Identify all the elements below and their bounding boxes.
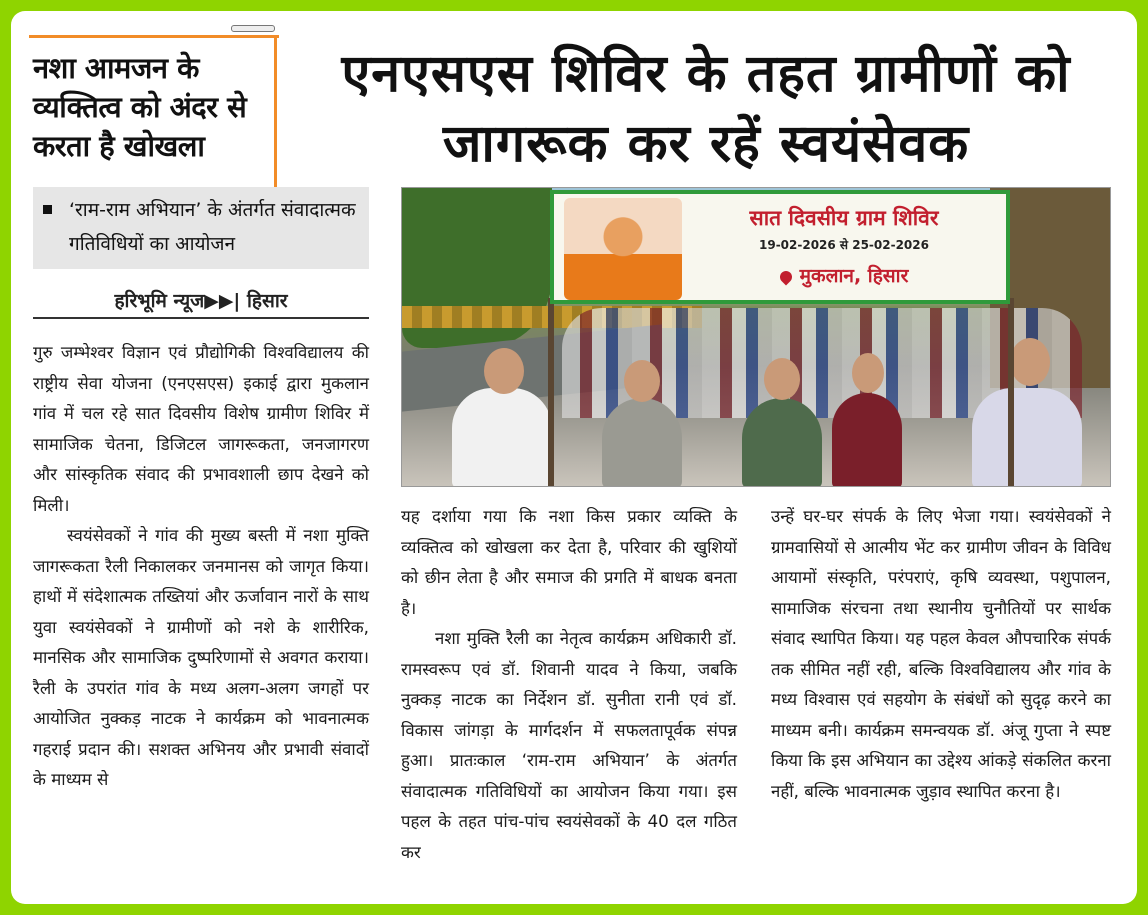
marcher-head	[624, 360, 660, 402]
paragraph: उन्हें घर-घर संपर्क के लिए भेजा गया। स्वयंसेवकों ने ग्रामवासियों से आत्मीय भेंट कर ग्रामीण जीवन के विविध आयामों संस्कृति, परंपराएं, कृषि व्यवस्था, पशुपालन, सामाजिक संरचना तथा स्थानीय चुनौतियों पर सार्थक संवाद स्थापित किया। यह पहल केवल औपचारिक संपर्क तक सीमित नहीं रही, बल्कि विश्वविद्यालय और गांव के मध्य विश्वास एवं सहयोग के संबंधों को सुदृढ़ करने का माध्यम बनी। कार्यक्रम समन्वयक डॉ. अंजू गुप्ता ने स्पष्ट किया कि इस अभियान का उद्देश्य आंकड़े संकलित करना नहीं, बल्कि भावनात्मक जुड़ाव स्थापित करना है।	[771, 506, 1111, 801]
side-headline: नशा आमजन के व्यक्तित्व को अंदर से करता है खोखला	[33, 51, 247, 163]
subheading: ‘राम-राम अभियान’ के अंतर्गत संवादात्मक गतिविधियों का आयोजन	[69, 199, 356, 255]
marcher	[972, 388, 1082, 487]
paragraph: गुरु जम्भेश्वर विज्ञान एवं प्रौद्योगिकी विश्वविद्यालय की राष्ट्रीय सेवा योजना (एनएसएस) इकाई द्वारा मुकलान गांव में चल रहे सात दिवसीय विशेष ग्रामीण शिविर में सामाजिक चेतना, डिजिटल जागरूकता, जनजागरण और सांस्कृतिक संवाद की प्रभावशाली छाप देखने को मिली।	[33, 342, 369, 515]
rally-photo	[401, 187, 1111, 487]
marcher-head	[484, 348, 524, 394]
banner-pole	[1008, 298, 1014, 487]
paragraph: स्वयंसेवकों ने गांव की मुख्य बस्ती में नशा मुक्ति जागरूकता रैली निकालकर जनमानस को जागृत किया। हाथों में संदेशात्मक तख्तियां और ऊर्जावान नारों के साथ युवा स्वयंसेवकों ने ग्रामीणों को नशे के शारीरिक, मानसिक और सामाजिक दुष्परिणामों से अवगत कराया। रैली के उपरांत गांव के मध्य अलग-अलग जगहों पर आयोजित नुक्कड़ नाटक ने कार्यक्रम को भावनात्मक गहराई प्रदान की। सशक्त अभिनय और प्रभावी संवादों के माध्यम से	[33, 525, 369, 789]
marcher-head	[1010, 338, 1050, 386]
banner-location-text: मुकलान, हिसार	[799, 265, 909, 287]
side-headline-rule	[29, 35, 279, 38]
marcher	[742, 398, 822, 487]
portrait-image	[564, 198, 682, 300]
marcher	[832, 393, 902, 487]
byline-rule	[33, 317, 369, 319]
marcher-head	[764, 358, 800, 400]
article-column-1	[33, 337, 369, 795]
main-headline: एनएसएस शिविर के तहत ग्रामीणों को जागरूक कर रहें स्वयंसेवक	[341, 44, 1071, 174]
banner-location	[684, 262, 1004, 288]
location-pin-icon	[777, 268, 794, 285]
byline: हरिभूमि न्यूज▶▶| हिसार	[114, 290, 288, 312]
banner-dates: 19-02-2026 से 25-02-2026	[759, 238, 929, 252]
marcher-head	[852, 353, 884, 393]
article-column-3	[771, 501, 1111, 806]
banner-pole	[548, 298, 554, 487]
decorative-rule	[231, 25, 275, 32]
newspaper-clipping	[11, 11, 1137, 904]
marcher	[602, 398, 682, 487]
article-column-2	[401, 501, 737, 867]
paragraph: यह दर्शाया गया कि नशा किस प्रकार व्यक्ति के व्यक्तित्व को खोखला कर देता है, परिवार की खुशियों को छीन लेता है और समाज की प्रगति में बाधक बनता है।	[401, 506, 737, 618]
camp-banner	[550, 190, 1010, 304]
bullet-icon	[43, 205, 52, 214]
paragraph: नशा मुक्ति रैली का नेतृत्व कार्यक्रम अधिकारी डॉ. रामस्वरूप एवं डॉ. शिवानी यादव ने किया, जबकि नुक्कड़ नाटक का निर्देशन डॉ. सुनीता रानी एवं डॉ. विकास जांगड़ा के मार्गदर्शन में सफलतापूर्वक संपन्न हुआ। प्रातःकाल ‘राम-राम अभियान’ के अंतर्गत संवादात्मक गतिविधियों का आयोजन किया गया। इस पहल के तहत पांच-पांच स्वयंसेवकों के 40 दल गठित कर	[401, 628, 737, 862]
side-headline-divider	[274, 35, 277, 189]
banner-title: सात दिवसीय ग्राम शिविर	[749, 206, 939, 230]
marcher	[452, 388, 552, 487]
subheading-box	[33, 187, 369, 269]
